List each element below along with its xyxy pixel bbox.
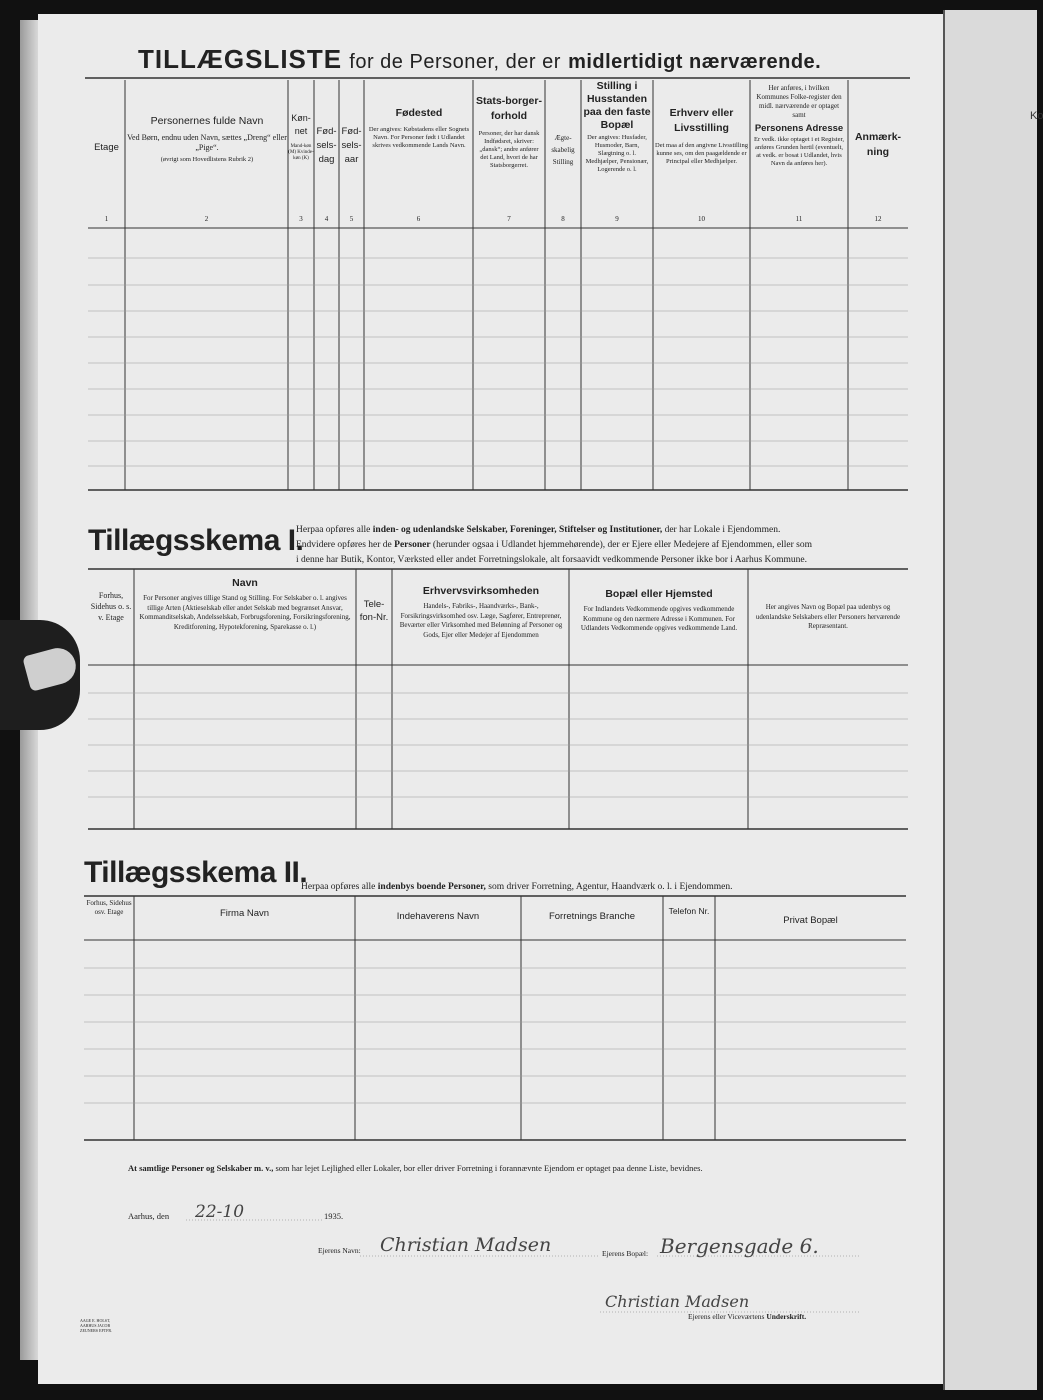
col-header-address: Her anføres, i hvilken Kommunes Folke-register den midl. nærværende er optaget samt Personens Adresse Er vedk. ikke optaget i et Register, anføres Grunden hertil (eventuelt, at vedk. er bosat i Udlandet, hvis Navn da anføres her). bbox=[754, 84, 844, 167]
col-num-1: 1 bbox=[104, 215, 109, 223]
col-header-remarks: Anmærk-ning bbox=[854, 131, 902, 158]
col-header-birthyear: Fød-sels-aar bbox=[341, 126, 362, 165]
facing-page-text: Ko bbox=[1030, 110, 1043, 122]
main-title-end: midlertidigt nærværende. bbox=[568, 51, 822, 73]
printer-imprint: AAGE E. HOLST, AARHUS JACOB ZEUNERS EFTFR. bbox=[80, 1318, 113, 1333]
col-num-12: 12 bbox=[874, 215, 882, 223]
col-num-6: 6 bbox=[416, 215, 421, 223]
s2-header-private-address: Privat Bopæl bbox=[783, 915, 838, 926]
col-num-9: 9 bbox=[615, 215, 619, 223]
main-title-middle: for de Personer, der er bbox=[349, 51, 561, 73]
s2-header-phone: Telefon Nr. bbox=[668, 906, 710, 916]
owner-address-label: Ejerens Bopæl: bbox=[602, 1249, 649, 1258]
s1-header-residence: Bopæl eller Hjemsted For Indlandets Vedkommende opgives vedkommende Kommune og den nærmere Adresse i Kommunen. For Udlandets Vedkommende opgives vedkommende Land. bbox=[580, 588, 738, 632]
owner-address-handwritten: Bergensgade 6. bbox=[660, 1234, 819, 1258]
col-header-household: Stilling i Husstanden paa den faste Bopæl Der angives: Husfader, Husmoder, Barn, Slægtning o. l. Medhjælper, Pensionær, Logerende o. l. bbox=[583, 80, 651, 173]
col-header-marital: Ægte-skabelig Stilling bbox=[551, 134, 575, 166]
s2-header-firm: Firma Navn bbox=[219, 908, 270, 919]
col-num-4: 4 bbox=[324, 215, 329, 223]
col-num-3: 3 bbox=[299, 215, 303, 223]
col-num-7: 7 bbox=[507, 215, 511, 223]
owner-name-label: Ejerens Navn: bbox=[318, 1246, 361, 1255]
main-title-bold: TILLÆGSLISTE bbox=[138, 44, 343, 74]
s1-header-representative: Her angives Navn og Bopæl paa udenbys og udenlandske Selskabers eller Personers herværende Repræsentant. bbox=[755, 603, 901, 630]
signature-label: Ejerens eller Viceværtens Underskrift. bbox=[688, 1312, 807, 1321]
col-header-birthplace: Fødested Der angives: Købstadens eller Sognets Navn. For Personer født i Udlandet skrives vedkommende Lands Navn. bbox=[368, 107, 470, 149]
col-num-5: 5 bbox=[349, 215, 354, 223]
col-header-citizenship: Stats-borger-forhold Personer, der har dansk Indfødsret, skriver: „dansk“; andre anfører det Land, hvori de har Statsborgerret. bbox=[476, 95, 542, 169]
place-label: Aarhus, den bbox=[128, 1211, 170, 1221]
col-num-11: 11 bbox=[795, 215, 803, 223]
s1-header-name: Navn For Personer angives tillige Stand og Stilling. For Selskaber o. l. angives tillige Arten (Aktieselskab eller andet Selskab med begrænset Ansvar, Kommanditselskab, Andelsselskab, Forbrugsforening, Forsikringsforening, Kreditforening, Hypotekforening, Sparekasse o. l.) bbox=[139, 577, 351, 631]
s2-header-floor: Forhus, Sidehus osv. Etage bbox=[86, 899, 132, 916]
col-num-2: 2 bbox=[204, 215, 209, 223]
col-header-occupation: Erhverv eller Livsstilling Det maa af den angivne Livsstilling kunne ses, om den paagældende er Principal eller Medhjælper. bbox=[655, 107, 748, 165]
col-num-8: 8 bbox=[561, 215, 565, 223]
signature-handwritten: Christian Madsen bbox=[605, 1292, 750, 1311]
col-header-birthday: Fød-sels-dag bbox=[316, 126, 337, 165]
s1-header-business: Erhvervsvirksomheden Handels-, Fabriks-, Haandværks-, Bank-, Forsikringsvirksomhed osv. Læge, Sagfører, Entreprenør, Beværter eller Virksomhed med Belønning af Personer og Gods, Ejer eller Medejer af Ejendommen bbox=[399, 585, 563, 639]
col-header-etage: Etage bbox=[94, 142, 119, 153]
col-num-10: 10 bbox=[698, 215, 705, 223]
schema2-title: Tillægsskema II. bbox=[84, 856, 308, 889]
owner-name-handwritten: Christian Madsen bbox=[380, 1234, 552, 1256]
schema1-description: Herpaa opføres alle inden- og udenlandske Selskaber, Foreninger, Stiftelser og Institutioner, der har Lokale i Ejendommen. Endvidere opføres her de Personer (herunder ogsaa i Udlandet hjemmehørende), der er Ejere eller Medejere af Ejendommen, eller som i denne har Butik, Kontor, Værksted eller andet Forretningslokale, alt forsaavidt vedkommende Personer ikke bor i Aarhus Kommune. bbox=[296, 525, 812, 565]
schema1-title: Tillægsskema I. bbox=[88, 524, 304, 557]
col-header-sex: Køn-net Mand-køn (M) Kvinde-køn (K) bbox=[288, 113, 314, 161]
s2-header-branch: Forretnings Branche bbox=[548, 911, 636, 922]
s2-header-owner: Indehaverens Navn bbox=[396, 911, 480, 922]
s1-header-floor: Forhus, Sidehus o. s. v. Etage bbox=[90, 591, 132, 622]
main-title bbox=[138, 44, 821, 75]
declaration: At samtlige Personer og Selskaber m. v., som har lejet Lejlighed eller Lokaler, bor eller driver Forretning i forannævnte Ejendom er optaget paa denne Liste, bevidnes. bbox=[128, 1163, 703, 1173]
year-label: 1935. bbox=[324, 1211, 344, 1221]
s1-header-phone: Tele-fon-Nr. bbox=[359, 599, 389, 623]
date-handwritten: 22-10 bbox=[195, 1202, 245, 1222]
col-header-name: Personernes fulde Navn Ved Børn, endnu uden Navn, sættes „Dreng“ eller „Pige“. (øvrigt som Hovedlistens Rubrik 2) bbox=[127, 115, 287, 163]
schema2-description: Herpaa opføres alle indenbys boende Personer, som driver Forretning, Agentur, Haandværk o. l. i Ejendommen. bbox=[301, 882, 733, 892]
